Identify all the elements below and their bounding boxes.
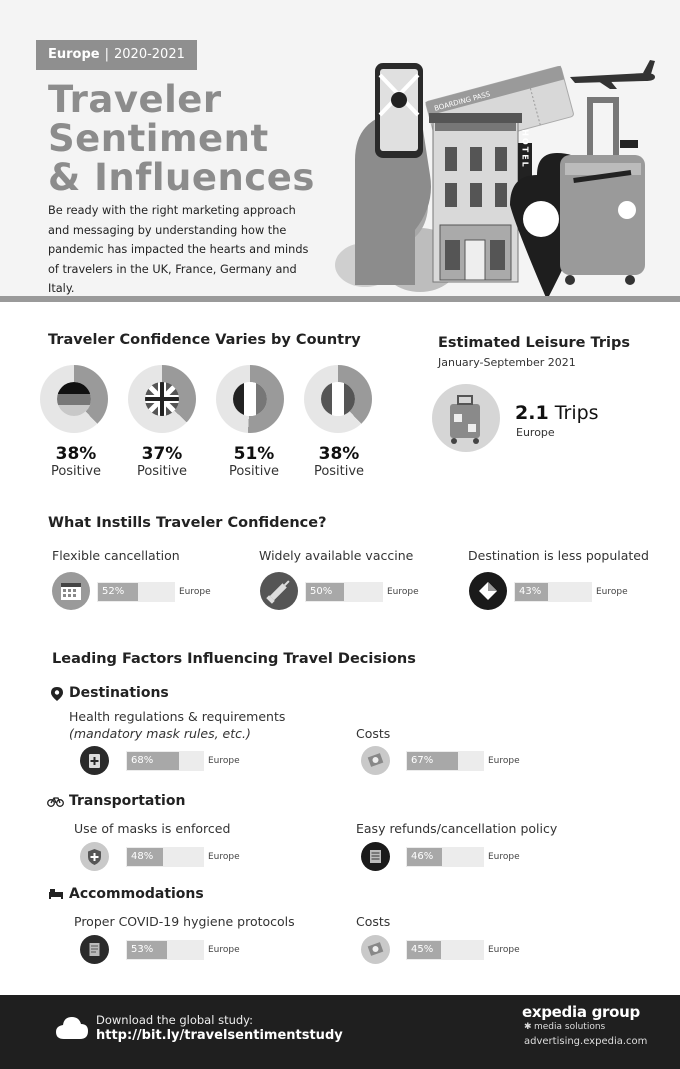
- shield-icon: [80, 842, 109, 871]
- instill-region: Europe: [179, 587, 211, 597]
- document-icon: [80, 935, 109, 964]
- factor-label: Easy refunds/cancellation policy: [356, 821, 558, 836]
- intro-paragraph: Be ready with the right marketing approach and messaging by understanding how the pandemic has impacted the hearts and minds of travelers in the UK, France, Germany and Italy.: [48, 204, 309, 295]
- instill-bar: [514, 582, 592, 602]
- factor-note: (mandatory mask rules, etc.): [69, 726, 251, 741]
- factor-region: Europe: [488, 756, 520, 766]
- period-label: 2020-2021: [114, 47, 185, 62]
- footer: [0, 995, 680, 1069]
- confidence-heading: Traveler Confidence Varies by Country: [48, 332, 361, 348]
- receipt-icon: [361, 842, 390, 871]
- instill-value: 50%: [310, 586, 333, 597]
- region-period-tag: [36, 40, 197, 70]
- instill-label: Flexible cancellation: [52, 548, 180, 563]
- instill-label: Destination is less populated: [468, 548, 649, 563]
- factor-bar: [126, 847, 204, 867]
- map-icon: [469, 572, 507, 610]
- confidence-ring-germany: [40, 365, 108, 433]
- instill-label: Widely available vaccine: [259, 548, 414, 563]
- confidence-value: 51%: [233, 444, 275, 464]
- instill-region: Europe: [596, 587, 628, 597]
- tag-separator: |: [104, 47, 109, 62]
- factor-value: 45%: [411, 944, 434, 955]
- confidence-label: Positive: [313, 464, 365, 479]
- confidence-label: Positive: [136, 464, 188, 479]
- hotel-building: [429, 113, 522, 282]
- factor-label: Costs: [356, 726, 391, 741]
- italy-flag-icon: [321, 382, 355, 416]
- factor-region: Europe: [208, 945, 240, 955]
- confidence-value: 37%: [141, 444, 183, 464]
- factor-bar: [126, 751, 204, 771]
- confidence-ring-uk: [128, 365, 196, 433]
- hero-divider: [0, 296, 680, 302]
- factor-region: Europe: [208, 756, 240, 766]
- confidence-ring-france: [216, 365, 284, 433]
- confidence-ring-italy: [304, 365, 372, 433]
- confidence-value: 38%: [55, 444, 97, 464]
- title-line-2: Sentiment: [48, 117, 269, 160]
- instill-bar: [97, 582, 175, 602]
- instill-bar: [305, 582, 383, 602]
- uk-flag-icon: [145, 382, 179, 416]
- factor-region: Europe: [208, 852, 240, 862]
- confidence-label: Positive: [228, 464, 280, 479]
- factor-bar: [406, 847, 484, 867]
- page-title: [48, 80, 315, 197]
- section-title-destinations: Destinations: [69, 685, 169, 701]
- trips-region: Europe: [516, 426, 555, 439]
- france-flag-icon: [233, 382, 267, 416]
- factors-heading: Leading Factors Influencing Travel Decisions: [52, 651, 416, 667]
- factor-bar: [406, 940, 484, 960]
- location-pin-icon: [391, 92, 407, 108]
- money-icon: [361, 746, 390, 775]
- factor-label: Proper COVID-19 hygiene protocols: [74, 914, 295, 929]
- site-link[interactable]: advertising.expedia.com: [524, 1036, 648, 1047]
- title-line-1: Traveler: [48, 78, 222, 121]
- section-title-accommodations: Accommodations: [69, 886, 204, 902]
- region-label: Europe: [48, 47, 100, 62]
- luggage-icon: [432, 384, 500, 452]
- factor-bar: [126, 940, 204, 960]
- trips-unit: Trips: [554, 402, 599, 424]
- bicycle-icon: [47, 796, 64, 807]
- instill-value: 52%: [102, 586, 125, 597]
- factor-value: 53%: [131, 944, 154, 955]
- download-text: Download the global study:: [96, 1013, 254, 1027]
- cloud-icon: [56, 1015, 88, 1041]
- title-line-3: & Influences: [48, 156, 315, 199]
- suitcase-icon: [560, 97, 645, 285]
- calendar-icon: [52, 572, 90, 610]
- factor-label: Costs: [356, 914, 391, 929]
- svg-text:HOTEL: HOTEL: [520, 129, 530, 169]
- factor-value: 67%: [411, 755, 434, 766]
- factor-region: Europe: [488, 945, 520, 955]
- germany-flag-icon: [57, 382, 91, 416]
- trips-value: 2.1: [515, 402, 549, 424]
- location-pin-icon: [51, 687, 63, 701]
- study-link[interactable]: http://bit.ly/travelsentimentstudy: [96, 1028, 343, 1043]
- airplane-icon: [570, 60, 655, 89]
- factor-value: 48%: [131, 851, 154, 862]
- trips-heading: Estimated Leisure Trips: [438, 335, 630, 351]
- brand-logo: expedia group: [522, 1003, 640, 1021]
- money-icon: [361, 935, 390, 964]
- factor-region: Europe: [488, 852, 520, 862]
- trips-count: [515, 402, 599, 424]
- boarding-pass-text: BOARDING PASS: [433, 90, 492, 113]
- factor-value: 68%: [131, 755, 154, 766]
- instill-region: Europe: [387, 587, 419, 597]
- syringe-icon: [260, 572, 298, 610]
- factor-value: 46%: [411, 851, 434, 862]
- brand-subtitle: media solutions: [534, 1022, 606, 1032]
- confidence-label: Positive: [50, 464, 102, 479]
- instills-heading: What Instills Traveler Confidence?: [48, 515, 327, 531]
- instill-value: 43%: [519, 586, 542, 597]
- medical-bag-icon: [80, 746, 109, 775]
- brand-mark-icon: ✱: [524, 1022, 532, 1032]
- confidence-value: 38%: [318, 444, 360, 464]
- trips-period: January-September 2021: [438, 356, 576, 369]
- factor-bar: [406, 751, 484, 771]
- factor-label: Use of masks is enforced: [74, 821, 231, 836]
- factor-label: Health regulations & requirements: [69, 709, 286, 724]
- section-title-transportation: Transportation: [69, 793, 186, 809]
- hero-illustration: [325, 55, 660, 305]
- bed-icon: [49, 888, 63, 899]
